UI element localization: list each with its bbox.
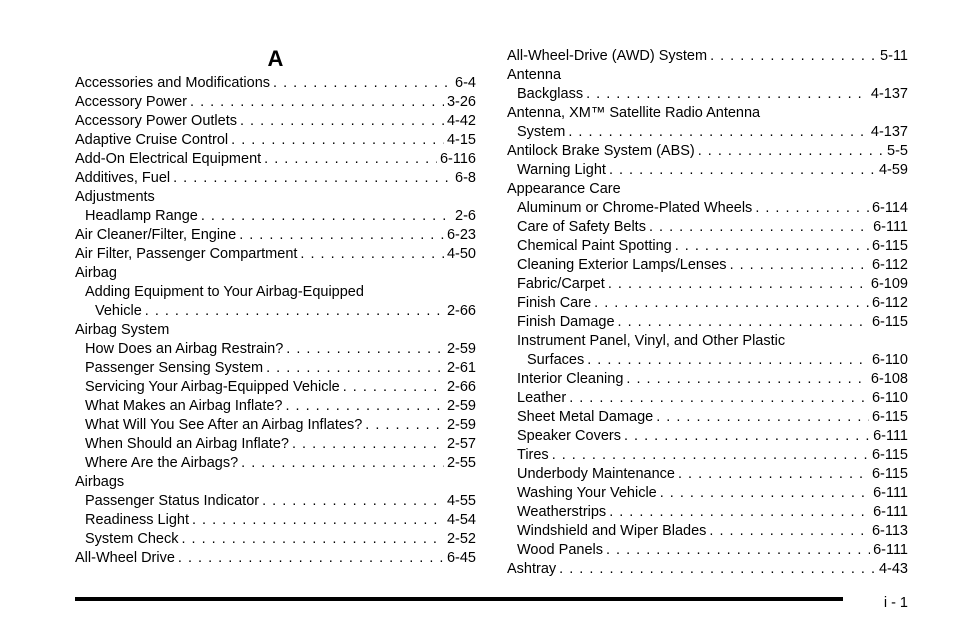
dot-leader <box>568 123 868 142</box>
dot-leader <box>285 397 443 416</box>
index-entry <box>75 397 476 416</box>
index-page-ref[interactable]: 2-6 <box>455 208 476 224</box>
dot-leader <box>755 199 869 218</box>
dot-leader <box>145 302 444 321</box>
index-page-ref[interactable]: 4-59 <box>878 162 908 178</box>
index-entry <box>75 245 476 264</box>
dot-leader <box>286 340 444 359</box>
dot-leader <box>660 484 870 503</box>
index-entry <box>507 313 908 332</box>
index-term: Readiness Light <box>85 512 189 528</box>
index-page-ref[interactable]: 6-111 <box>873 485 908 501</box>
index-term: Ashtray <box>507 561 557 577</box>
index-term: Headlamp Range <box>85 208 198 224</box>
index-entry <box>75 378 476 397</box>
index-page-ref[interactable]: 6-114 <box>871 200 908 216</box>
dot-leader <box>365 416 444 435</box>
index-entry <box>75 131 476 150</box>
index-term: When Should an Airbag Inflate? <box>85 436 289 452</box>
index-term: System Check <box>85 531 179 547</box>
index-page-ref[interactable]: 4-15 <box>446 132 476 148</box>
index-page-ref[interactable]: 2-59 <box>446 417 476 433</box>
dot-leader <box>709 522 869 541</box>
dot-leader <box>343 378 444 397</box>
index-entry-list <box>75 74 476 568</box>
index-term: Chemical Paint Spotting <box>517 238 672 254</box>
index-entry <box>75 359 476 378</box>
dot-leader <box>626 370 868 389</box>
index-term: Where Are the Airbags? <box>85 455 239 471</box>
index-entry <box>75 340 476 359</box>
index-page-ref[interactable]: 2-55 <box>446 455 476 471</box>
index-term: Fabric/Carpet <box>517 276 605 292</box>
index-page-ref[interactable]: 6-115 <box>871 409 908 425</box>
index-entry <box>75 150 476 169</box>
index-term: Accessory Power <box>75 94 188 110</box>
dot-leader <box>698 142 884 161</box>
index-entry <box>75 511 476 530</box>
index-term: Servicing Your Airbag-Equipped Vehicle <box>85 379 340 395</box>
dot-leader <box>239 226 444 245</box>
index-entry <box>75 93 476 112</box>
index-entry <box>507 180 908 199</box>
index-entry <box>75 188 476 207</box>
index-entry <box>507 275 908 294</box>
index-term: Antilock Brake System (ABS) <box>507 143 695 159</box>
index-term: Cleaning Exterior Lamps/Lenses <box>517 257 727 273</box>
dot-leader <box>231 131 444 150</box>
dot-leader <box>587 351 869 370</box>
index-entry <box>507 104 908 123</box>
index-entry <box>507 199 908 218</box>
index-term: Interior Cleaning <box>517 371 624 387</box>
index-entry <box>75 264 476 283</box>
dot-leader <box>181 530 443 549</box>
index-term: Wood Panels <box>517 542 603 558</box>
index-entry <box>75 112 476 131</box>
index-page-ref[interactable]: 4-42 <box>446 113 476 129</box>
dot-leader <box>649 218 870 237</box>
index-term: Finish Damage <box>517 314 615 330</box>
section-letter-heading: A <box>267 46 284 71</box>
index-entry <box>75 302 476 321</box>
dot-leader <box>173 169 452 188</box>
index-term: Surfaces <box>527 352 585 368</box>
footer-rule <box>75 597 843 601</box>
dot-leader <box>675 237 869 256</box>
dot-leader <box>609 503 870 522</box>
index-entry <box>507 161 908 180</box>
index-page-ref[interactable]: 6-115 <box>871 447 908 463</box>
index-term: Airbag <box>75 265 117 281</box>
index-entry <box>75 549 476 568</box>
index-page-ref[interactable]: 6-110 <box>871 390 908 406</box>
index-term: Additives, Fuel <box>75 170 171 186</box>
index-term: What Makes an Airbag Inflate? <box>85 398 283 414</box>
dot-leader <box>178 549 444 568</box>
index-entry <box>507 47 908 66</box>
index-entry <box>507 541 908 560</box>
index-page-ref[interactable]: 4-55 <box>446 493 476 509</box>
index-page-ref[interactable]: 2-61 <box>446 360 476 376</box>
index-entry <box>507 484 908 503</box>
index-term: Appearance Care <box>507 181 621 197</box>
dot-leader <box>609 161 876 180</box>
dot-leader <box>606 541 870 560</box>
dot-leader <box>552 446 869 465</box>
index-term: Finish Care <box>517 295 592 311</box>
index-page-ref[interactable]: 6-108 <box>870 371 908 387</box>
index-page-ref[interactable]: 6-112 <box>871 257 908 273</box>
index-entry <box>75 207 476 226</box>
dot-leader <box>266 359 444 378</box>
index-entry <box>507 522 908 541</box>
index-term: Accessory Power Outlets <box>75 113 237 129</box>
index-page-ref[interactable]: 4-137 <box>870 86 908 102</box>
dot-leader <box>624 427 870 446</box>
index-page-ref[interactable]: 6-4 <box>455 75 476 91</box>
index-entry <box>507 66 908 85</box>
index-page-ref[interactable]: 6-115 <box>871 238 908 254</box>
dot-leader <box>262 492 444 511</box>
index-term: Adding Equipment to Your Airbag-Equipped <box>85 284 364 300</box>
index-page-ref[interactable]: 6-115 <box>871 466 908 482</box>
index-term: Aluminum or Chrome-Plated Wheels <box>517 200 753 216</box>
index-entry <box>507 351 908 370</box>
dot-leader <box>594 294 869 313</box>
dot-leader <box>241 454 444 473</box>
index-term: Adaptive Cruise Control <box>75 132 229 148</box>
index-entry <box>75 321 476 340</box>
page-number: i - 1 <box>883 595 908 611</box>
dot-leader <box>264 150 437 169</box>
index-entry <box>75 492 476 511</box>
index-page-ref[interactable]: 2-66 <box>446 303 476 319</box>
index-entry <box>507 503 908 522</box>
index-page-ref[interactable]: 5-11 <box>880 48 908 64</box>
index-entry <box>75 283 476 302</box>
dot-leader <box>240 112 444 131</box>
index-page-ref[interactable]: 2-57 <box>446 436 476 452</box>
index-term: What Will You See After an Airbag Inflates? <box>85 417 363 433</box>
dot-leader <box>656 408 869 427</box>
index-term: Windshield and Wiper Blades <box>517 523 707 539</box>
index-term: All-Wheel Drive <box>75 550 175 566</box>
index-page-ref[interactable]: 6-111 <box>873 428 908 444</box>
index-term: Antenna, XM™ Satellite Radio Antenna <box>507 105 761 121</box>
index-entry <box>507 408 908 427</box>
index-page-ref[interactable]: 2-66 <box>446 379 476 395</box>
index-term: Backglass <box>517 86 584 102</box>
index-entry <box>507 446 908 465</box>
dot-leader <box>608 275 868 294</box>
dot-leader <box>569 389 869 408</box>
index-entry-list <box>507 47 908 579</box>
index-page-ref[interactable]: 6-111 <box>873 504 908 520</box>
index-entry <box>75 435 476 454</box>
index-entry <box>75 74 476 93</box>
dot-leader <box>710 47 877 66</box>
index-term: Sheet Metal Damage <box>517 409 654 425</box>
dot-leader <box>192 511 444 530</box>
dot-leader <box>292 435 444 454</box>
index-entry <box>75 416 476 435</box>
dot-leader <box>559 560 876 579</box>
dot-leader <box>586 85 868 104</box>
index-term: Air Filter, Passenger Compartment <box>75 246 298 262</box>
index-entry <box>507 237 908 256</box>
index-entry <box>507 332 908 351</box>
index-page-ref[interactable]: 2-52 <box>446 531 476 547</box>
index-page-ref[interactable]: 6-111 <box>873 542 908 558</box>
index-page-ref[interactable]: 2-59 <box>446 398 476 414</box>
index-entry <box>75 226 476 245</box>
index-term: Instrument Panel, Vinyl, and Other Plastic <box>517 333 786 349</box>
index-page-ref[interactable]: 4-137 <box>870 124 908 140</box>
index-page-ref[interactable]: 6-110 <box>871 352 908 368</box>
index-entry <box>507 85 908 104</box>
index-entry <box>507 256 908 275</box>
index-entry <box>507 123 908 142</box>
index-page-ref[interactable]: 4-43 <box>878 561 908 577</box>
index-term: Care of Safety Belts <box>517 219 646 235</box>
index-term: Leather <box>517 390 567 406</box>
index-term: Passenger Sensing System <box>85 360 264 376</box>
index-term: Airbags <box>75 474 125 490</box>
index-page-ref[interactable]: 6-111 <box>873 219 908 235</box>
index-term: System <box>517 124 566 140</box>
index-page-ref[interactable]: 5-5 <box>887 143 908 159</box>
index-page-ref[interactable]: 6-113 <box>871 523 908 539</box>
index-page-ref[interactable]: 6-112 <box>871 295 908 311</box>
index-entry <box>507 218 908 237</box>
index-term: Adjustments <box>75 189 155 205</box>
index-page-ref[interactable]: 3-26 <box>446 94 476 110</box>
index-page-ref[interactable]: 6-116 <box>439 151 476 167</box>
index-page-ref[interactable]: 6-23 <box>446 227 476 243</box>
index-term: Passenger Status Indicator <box>85 493 260 509</box>
index-entry <box>507 389 908 408</box>
index-entry <box>507 560 908 579</box>
dot-leader <box>190 93 444 112</box>
index-page-ref[interactable]: 6-45 <box>446 550 476 566</box>
index-term: Washing Your Vehicle <box>517 485 657 501</box>
index-entry <box>75 473 476 492</box>
index-page-ref[interactable]: 6-115 <box>871 314 908 330</box>
index-entry <box>507 294 908 313</box>
index-page-ref[interactable]: 4-50 <box>446 246 476 262</box>
index-page-ref[interactable]: 4-54 <box>446 512 476 528</box>
index-entry <box>507 427 908 446</box>
index-entry <box>507 465 908 484</box>
index-term: Speaker Covers <box>517 428 621 444</box>
index-term: Underbody Maintenance <box>517 466 675 482</box>
index-entry <box>75 169 476 188</box>
index-term: Antenna <box>507 67 562 83</box>
index-term: Warning Light <box>517 162 606 178</box>
index-entry <box>507 142 908 161</box>
index-entry <box>75 454 476 473</box>
index-term: Weatherstrips <box>517 504 607 520</box>
dot-leader <box>300 245 444 264</box>
dot-leader <box>201 207 452 226</box>
index-page-ref[interactable]: 2-59 <box>446 341 476 357</box>
index-term: Accessories and Modifications <box>75 75 271 91</box>
dot-leader <box>273 74 452 93</box>
index-page-ref[interactable]: 6-8 <box>455 170 476 186</box>
dot-leader <box>730 256 869 275</box>
index-term: Air Cleaner/Filter, Engine <box>75 227 237 243</box>
index-entry <box>507 370 908 389</box>
index-term: All-Wheel-Drive (AWD) System <box>507 48 708 64</box>
dot-leader <box>678 465 869 484</box>
index-page-ref[interactable]: 6-109 <box>870 276 908 292</box>
index-term: Add-On Electrical Equipment <box>75 151 262 167</box>
index-entry <box>75 530 476 549</box>
index-term: Vehicle <box>95 303 142 319</box>
index-term: Tires <box>517 447 549 463</box>
dot-leader <box>618 313 869 332</box>
index-term: Airbag System <box>75 322 170 338</box>
index-term: How Does an Airbag Restrain? <box>85 341 284 357</box>
